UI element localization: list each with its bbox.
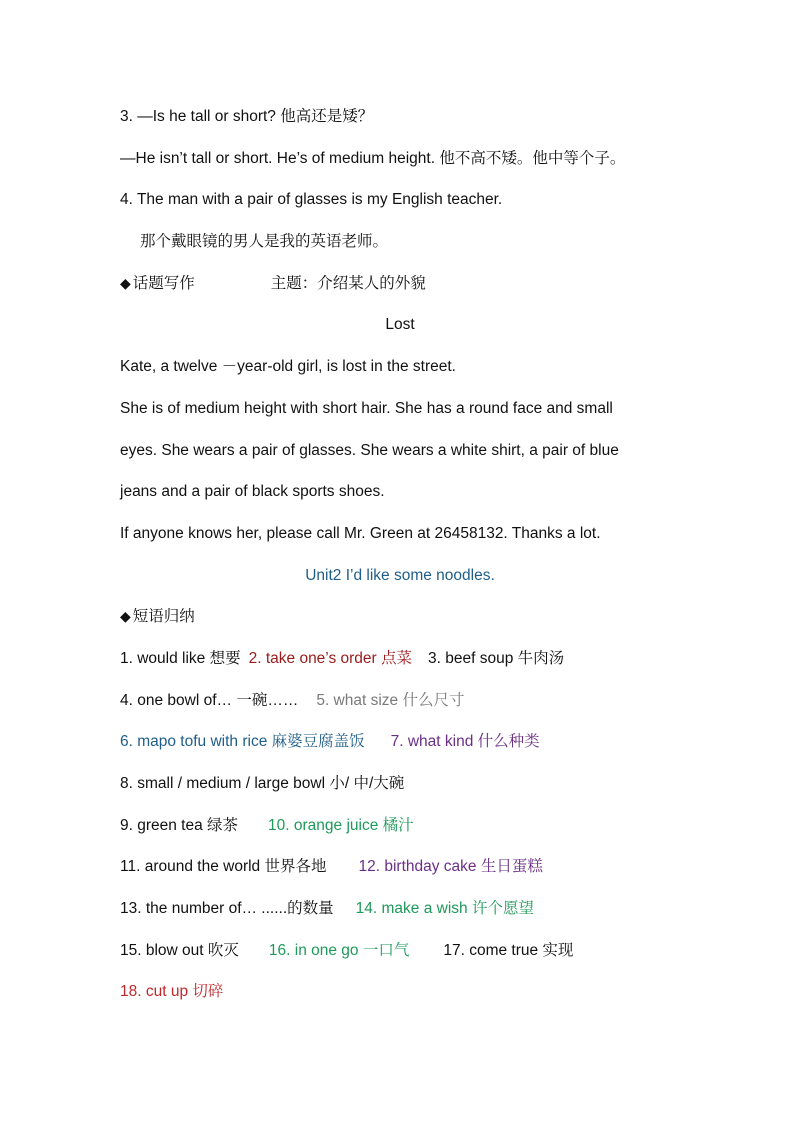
- lost-paragraph-line-3: eyes. She wears a pair of glasses. She wears a white shirt, a pair of blue: [120, 441, 619, 459]
- phrase-row-9: [120, 971, 680, 1013]
- phrase-8: 8. small / medium / large bowl 小/ 中/大碗: [120, 775, 405, 792]
- phrase-15: 15. blow out 吹灭: [120, 941, 239, 959]
- phrase-11: 11. around the world 世界各地: [120, 858, 327, 876]
- phrase-10: 10. orange juice 橘汁: [268, 816, 414, 834]
- lost-paragraph-line-2: She is of medium height with short hair. She has a round face and small: [120, 399, 613, 417]
- diamond-bullet-icon: ◆: [120, 274, 131, 291]
- phrase-12: 12. birthday cake 生日蛋糕: [358, 858, 543, 876]
- phrase-6: 6. mapo tofu with rice 麻婆豆腐盖饭: [120, 733, 365, 751]
- phrase-row-8: [120, 930, 680, 972]
- phrase-row-1: [120, 638, 680, 680]
- phrase-row-7: [120, 888, 680, 930]
- phrase-1: 1. would like 想要: [120, 649, 241, 667]
- phrase-row-3: [120, 721, 680, 763]
- phrase-14: 14. make a wish 许个愿望: [355, 900, 534, 918]
- phrase-row-2: [120, 680, 680, 722]
- sentence-4-translation: 那个戴眼镜的男人是我的英语老师。: [140, 233, 389, 251]
- phrase-3: 3. beef soup 牛肉汤: [428, 649, 565, 667]
- phrase-row-6: [120, 846, 680, 888]
- unit-title: Unit2 I’d like some noodles.: [305, 566, 495, 584]
- phrase-4: 4. one bowl of… 一碗……: [120, 691, 299, 709]
- diamond-bullet-icon: ◆: [120, 608, 131, 625]
- topic-writing-heading: [120, 263, 680, 305]
- phrase-16: 16. in one go 一口气: [268, 941, 410, 959]
- phrase-row-5: [120, 805, 680, 847]
- phrase-9: 9. green tea 绿茶: [120, 816, 239, 834]
- phrase-7: 7. what kind 什么种类: [390, 733, 540, 751]
- lost-title: Lost: [385, 316, 415, 334]
- document-page: [120, 96, 680, 1013]
- phrase-2: 2. take one’s order 点菜: [248, 649, 413, 667]
- lost-paragraph-line-4: jeans and a pair of black sports shoes.: [120, 483, 385, 501]
- phrase-18: 18. cut up 切碎: [120, 983, 224, 1001]
- topic-theme: 主题：介绍某人的外貌: [270, 274, 426, 292]
- phrases-heading-label: 短语归纳: [132, 608, 195, 626]
- phrase-13: 13. the number of… ......的数量: [120, 900, 334, 918]
- question-3: 3. —Is he tall or short? 他高还是矮？: [120, 108, 374, 125]
- answer-3: —He isn’t tall or short. He’s of medium height. 他不高不矮。他中等个子。: [120, 149, 626, 167]
- phrase-5: 5. what size 什么尺寸: [316, 691, 465, 709]
- lost-paragraph-line-1: Kate, a twelve －year-old girl, is lost in the street.: [120, 358, 456, 376]
- topic-writing-label: 话题写作: [132, 274, 195, 292]
- phrases-heading: [120, 596, 680, 638]
- lost-paragraph-line-5: If anyone knows her, please call Mr. Green at 26458132. Thanks a lot.: [120, 524, 601, 542]
- phrase-row-4: [120, 763, 680, 805]
- phrase-17: 17. come true 实现: [443, 941, 574, 959]
- sentence-4: 4. The man with a pair of glasses is my English teacher.: [120, 191, 503, 209]
